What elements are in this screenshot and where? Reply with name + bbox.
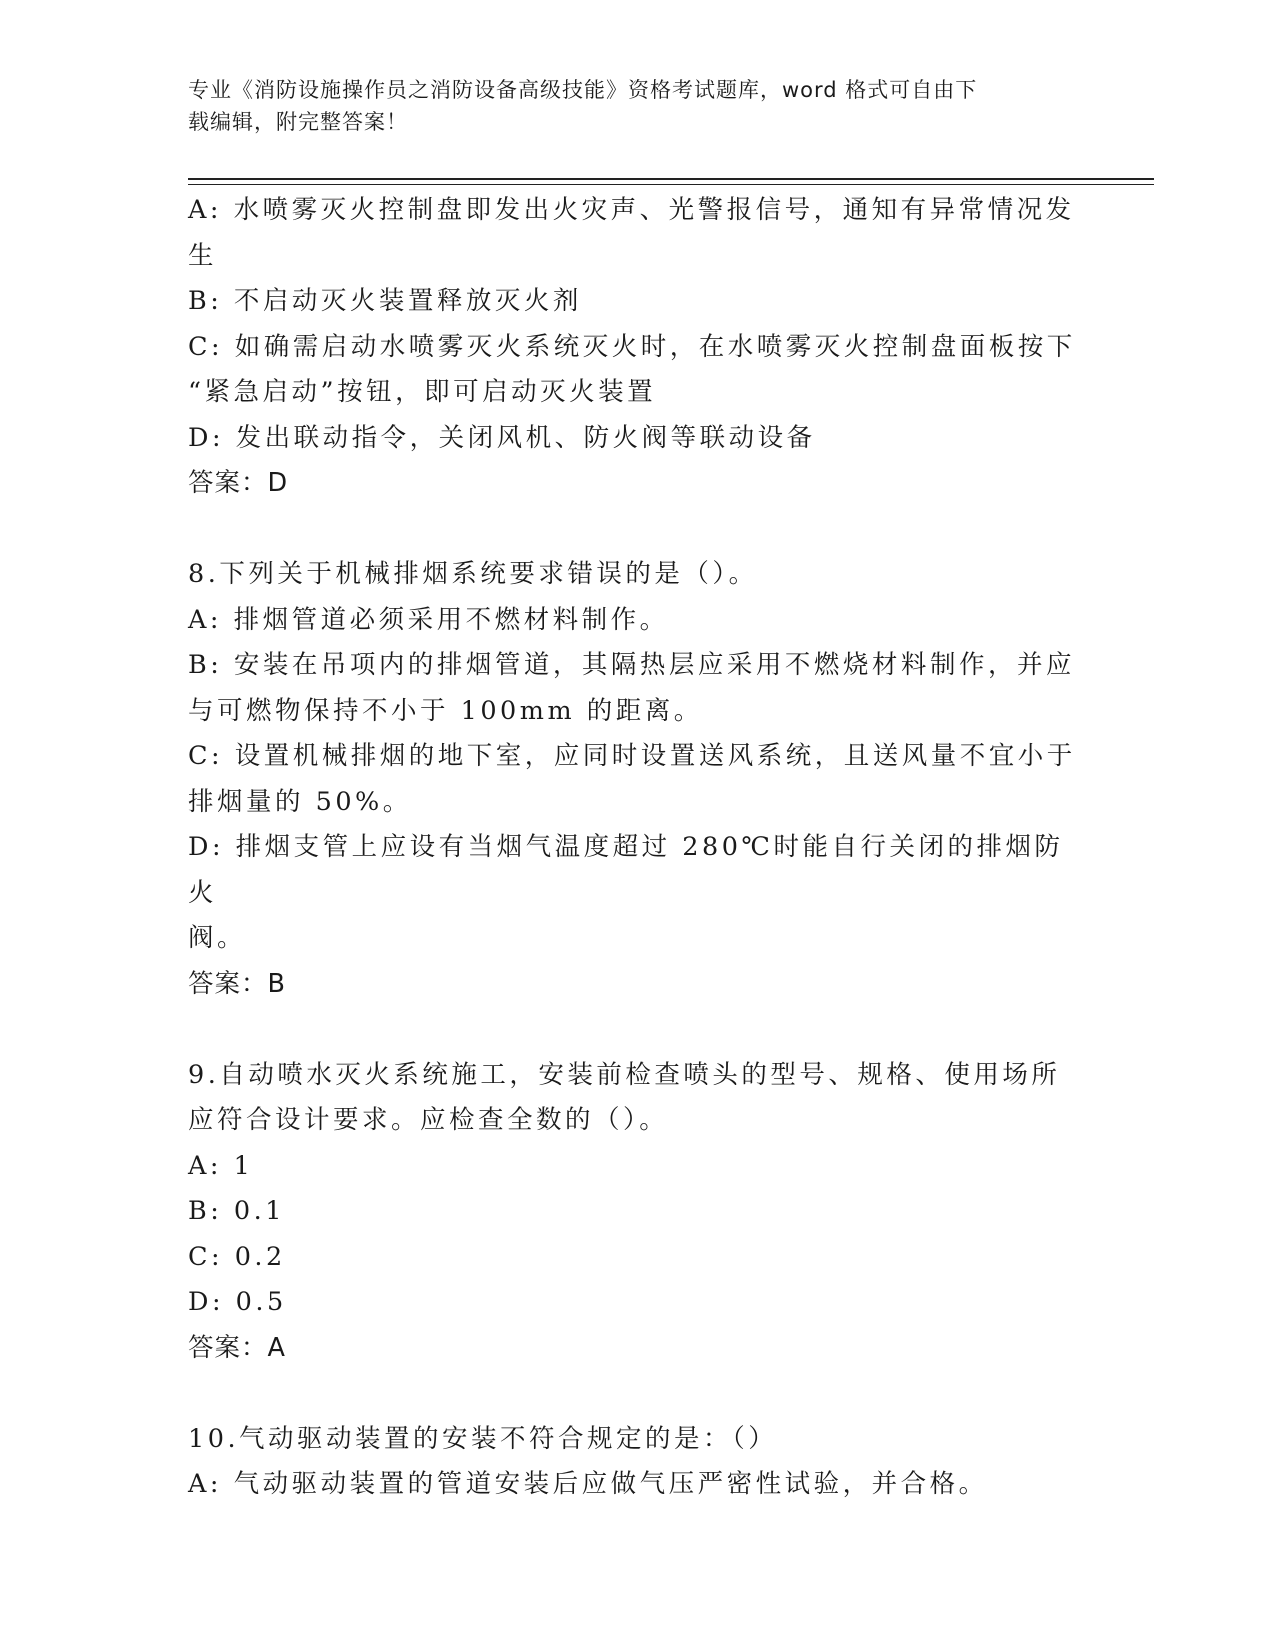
answer-label: 答案：B bbox=[188, 968, 286, 999]
question-stem: 8.下列关于机械排烟系统要求错误的是（）。 bbox=[188, 559, 758, 589]
spacer bbox=[188, 1371, 1088, 1417]
option-a: A: 1 bbox=[188, 1150, 254, 1181]
option-c: C: 0.2 bbox=[188, 1241, 286, 1272]
document-header bbox=[188, 74, 1068, 138]
option-d: D: 排烟支管上应设有当烟气温度超过 280℃时能自行关闭的排烟防火 bbox=[188, 832, 1064, 908]
option-b: B: 0.1 bbox=[188, 1196, 285, 1226]
answer-label: 答案：D bbox=[188, 468, 289, 498]
option-c: C: 如确需启动水喷雾灭火系统灭火时，在水喷雾灭火控制盘面板按下 bbox=[188, 331, 1076, 362]
header-line-1: 专业《消防设施操作员之消防设备高级技能》资格考试题库，word 格式可自由下 bbox=[188, 78, 978, 102]
question-content bbox=[188, 188, 1088, 1508]
spacer bbox=[188, 507, 1088, 553]
question-stem: 10.气动驱动装置的安装不符合规定的是：（） bbox=[188, 1423, 778, 1454]
option-d: D: 发出联动指令，关闭风机、防火阀等联动设备 bbox=[188, 422, 816, 453]
option-b: B: 不启动灭火装置释放灭火剂 bbox=[188, 286, 582, 316]
option-b-cont: 与可燃物保持不小于 100mm 的距离。 bbox=[188, 695, 703, 726]
question-10-block bbox=[188, 1417, 1088, 1508]
option-b: B: 安装在吊项内的排烟管道，其隔热层应采用不燃烧材料制作，并应 bbox=[188, 650, 1075, 680]
option-a: A: 排烟管道必须采用不燃材料制作。 bbox=[188, 604, 669, 635]
spacer bbox=[188, 1007, 1088, 1053]
question-stem-cont: 应符合设计要求。应检查全数的（）。 bbox=[188, 1105, 669, 1135]
option-c-cont: 排烟量的 50%。 bbox=[188, 786, 412, 817]
option-c-cont: “紧急启动”按钮，即可启动灭火装置 bbox=[188, 377, 657, 407]
option-a-cont: 生 bbox=[188, 240, 218, 271]
header-line-2: 载编辑，附完整答案！ bbox=[188, 110, 408, 134]
question-8-block bbox=[188, 552, 1088, 1007]
option-c: C: 设置机械排烟的地下室，应同时设置送风系统，且送风量不宜小于 bbox=[188, 741, 1076, 771]
question-stem: 9.自动喷水灭火系统施工，安装前检查喷头的型号、规格、使用场所 bbox=[188, 1059, 1061, 1090]
option-d-cont: 阀。 bbox=[188, 923, 247, 953]
header-divider-thick bbox=[188, 178, 1154, 180]
question-9-block bbox=[188, 1053, 1088, 1372]
option-a: A: 水喷雾灭火控制盘即发出火灾声、光警报信号，通知有异常情况发 bbox=[188, 195, 1075, 225]
prev-question-block bbox=[188, 188, 1088, 507]
option-a: A: 气动驱动装置的管道安装后应做气压严密性试验，并合格。 bbox=[188, 1469, 988, 1499]
header-divider-thin bbox=[188, 184, 1154, 185]
option-d: D: 0.5 bbox=[188, 1287, 287, 1317]
answer-label: 答案：A bbox=[188, 1332, 286, 1363]
